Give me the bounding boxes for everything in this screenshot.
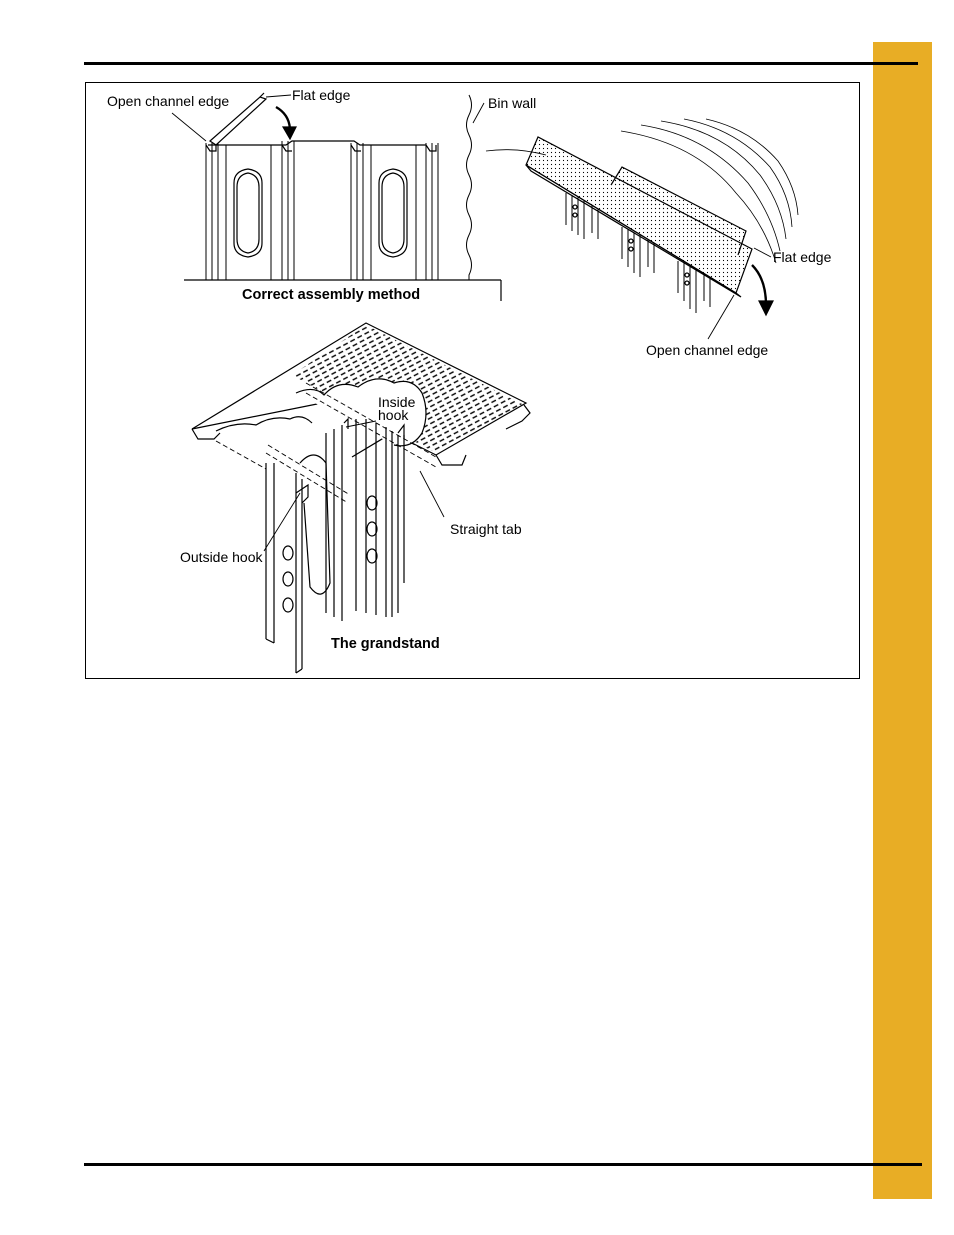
straight-tab-label: Straight tab (450, 521, 522, 537)
flat-edge-label-right: Flat edge (773, 249, 832, 265)
assembly-view (172, 93, 501, 301)
assembly-caption: Correct assembly method (242, 287, 421, 303)
section-tab (873, 42, 932, 1199)
open-channel-edge-label-right: Open channel edge (646, 342, 769, 358)
flat-edge-label-top: Flat edge (292, 87, 351, 103)
grandstand-caption: The grandstand (331, 636, 440, 652)
open-channel-edge-label-top: Open channel edge (107, 93, 230, 109)
assembly-figure (85, 82, 860, 679)
header-rule (84, 62, 918, 65)
bin-wall-view (486, 119, 798, 339)
outside-hook-label: Outside hook (180, 549, 263, 565)
bin-wall-label: Bin wall (488, 95, 537, 111)
figure-drawing (86, 83, 859, 678)
grandstand-view (192, 323, 530, 673)
inside-hook-label: Inside hook (378, 394, 416, 423)
footer-rule (84, 1163, 922, 1166)
